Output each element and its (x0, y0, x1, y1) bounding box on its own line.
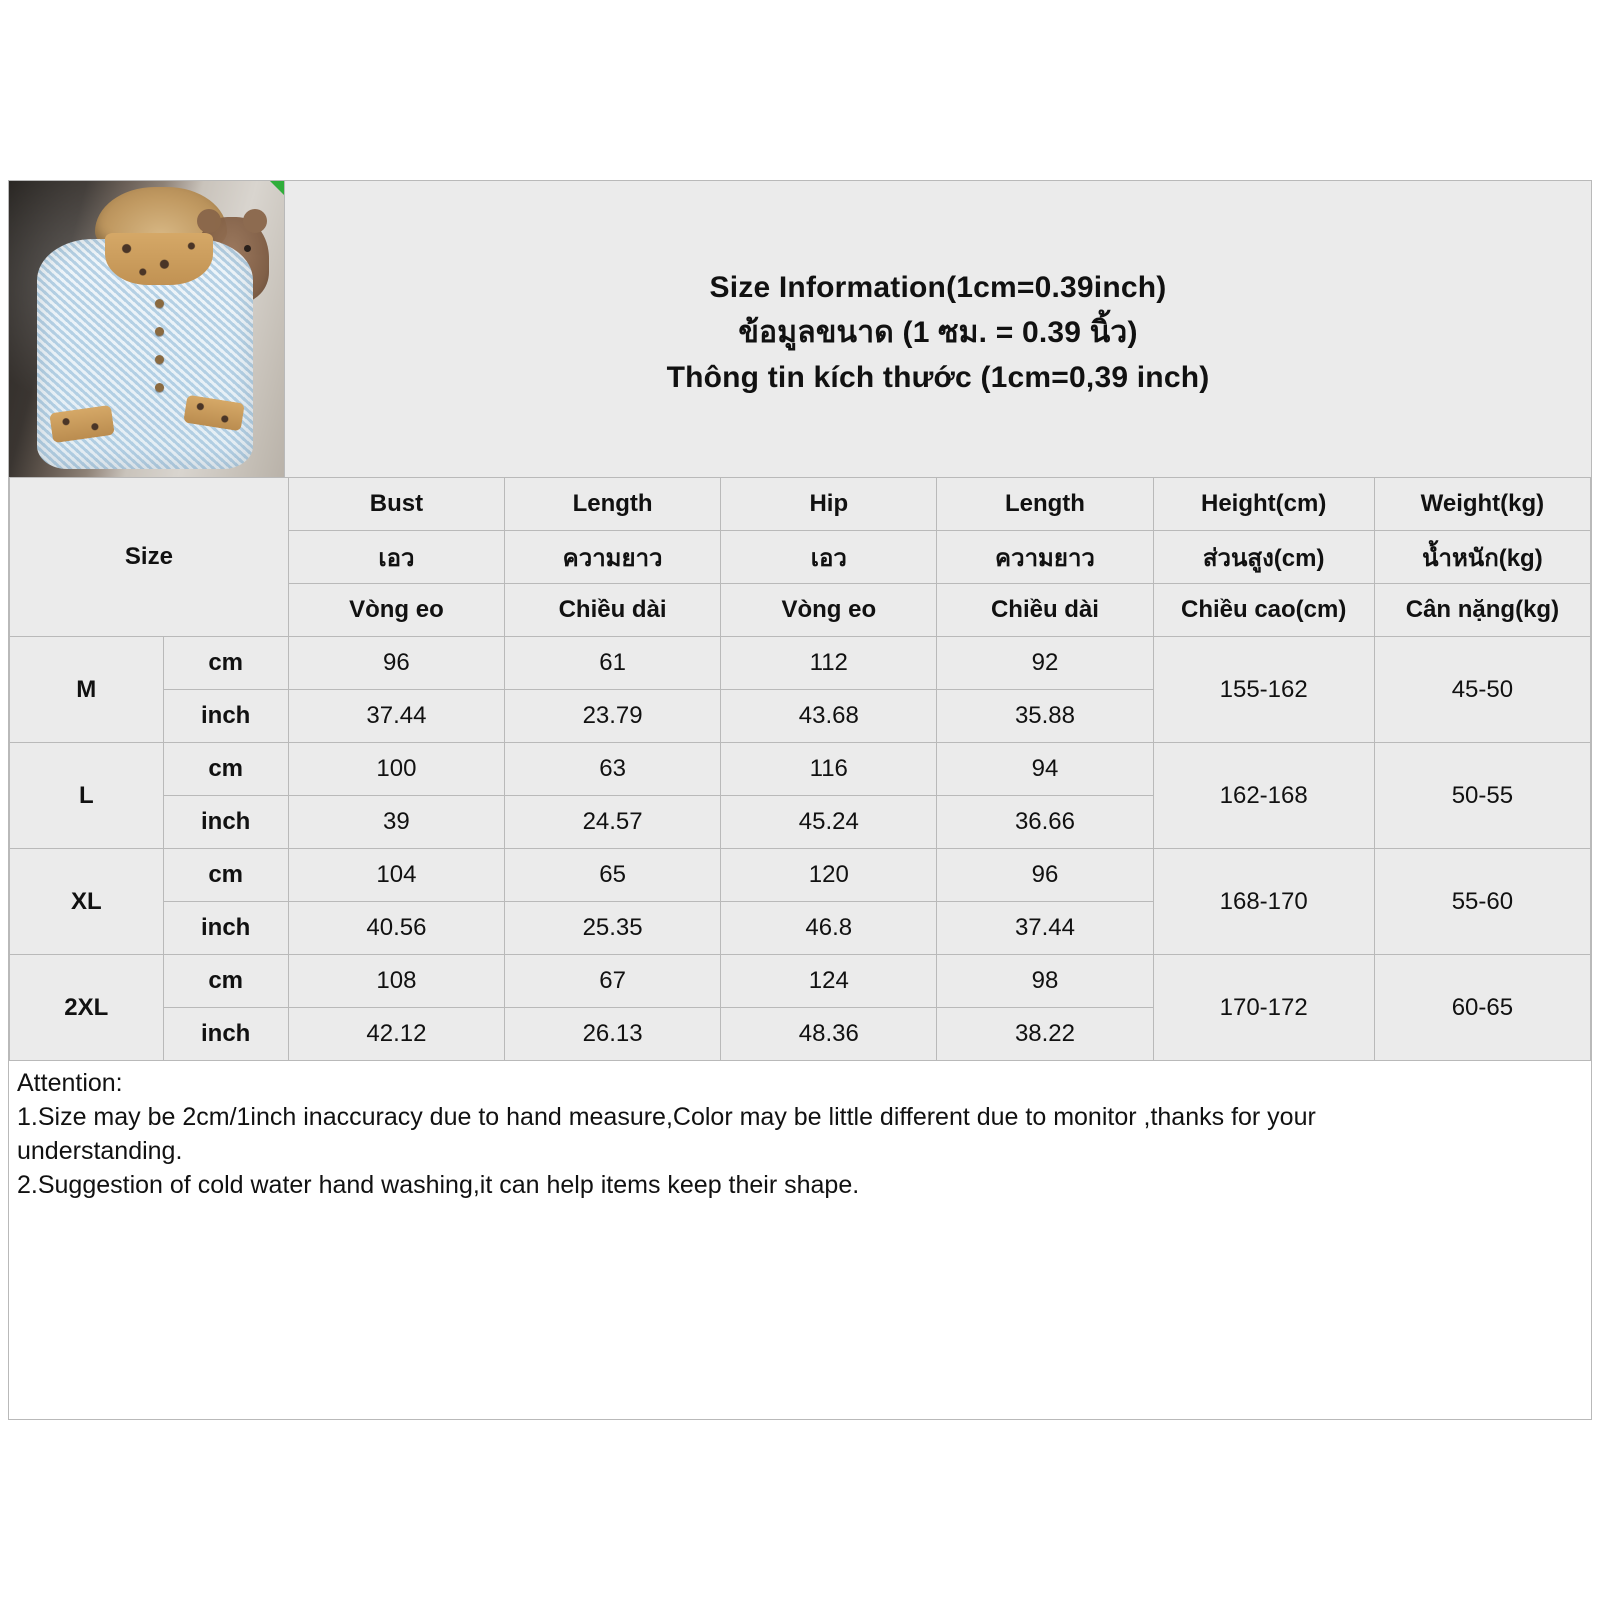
header-en-weight: Weight(kg) (1374, 478, 1590, 531)
size-word-cell: Size (10, 478, 289, 637)
size-label-2xl: 2XL (10, 955, 164, 1061)
button-3 (155, 355, 164, 364)
size-label-l: L (10, 743, 164, 849)
xl-weight: 55-60 (1374, 849, 1590, 955)
l-height: 162-168 (1153, 743, 1374, 849)
size-table (9, 477, 1591, 1061)
unit-inch-m: inch (163, 690, 288, 743)
m-inch-hip: 43.68 (721, 690, 937, 743)
attention-line-1: 1.Size may be 2cm/1inch inaccuracy due to hand measure,Color may be little different due to monitor ,thanks for your (17, 1103, 1316, 1131)
header-en-length1: Length (505, 478, 721, 531)
l-cm-bust: 100 (288, 743, 504, 796)
m-inch-bust: 37.44 (288, 690, 504, 743)
xl-inch-length1: 25.35 (505, 902, 721, 955)
table-row (10, 743, 1591, 796)
2xl-cm-length1: 67 (505, 955, 721, 1008)
header-vi-bust: Vòng eo (288, 584, 504, 637)
unit-cm-2xl: cm (163, 955, 288, 1008)
2xl-inch-hip: 48.36 (721, 1008, 937, 1061)
size-label-m: M (10, 637, 164, 743)
size-label-xl: XL (10, 849, 164, 955)
unit-inch-l: inch (163, 796, 288, 849)
header-vi-hip: Vòng eo (721, 584, 937, 637)
bear-eye-right (244, 245, 251, 252)
m-cm-hip: 112 (721, 637, 937, 690)
l-cm-length2: 94 (937, 743, 1153, 796)
unit-cm-l: cm (163, 743, 288, 796)
green-corner-marker (270, 181, 284, 195)
header-vi-length2: Chiều dài (937, 584, 1153, 637)
m-height: 155-162 (1153, 637, 1374, 743)
table-header-row-en (10, 478, 1591, 531)
l-cm-hip: 116 (721, 743, 937, 796)
xl-cm-bust: 104 (288, 849, 504, 902)
unit-inch-xl: inch (163, 902, 288, 955)
l-weight: 50-55 (1374, 743, 1590, 849)
header-en-length2: Length (937, 478, 1153, 531)
header-th-length2: ความยาว (937, 531, 1153, 584)
unit-inch-2xl: inch (163, 1008, 288, 1061)
header-row (9, 181, 1591, 477)
2xl-inch-bust: 42.12 (288, 1008, 504, 1061)
2xl-weight: 60-65 (1374, 955, 1590, 1061)
button-1 (155, 299, 164, 308)
button-4 (155, 383, 164, 392)
table-row (10, 955, 1591, 1008)
header-vi-height: Chiều cao(cm) (1153, 584, 1374, 637)
unit-cm-m: cm (163, 637, 288, 690)
l-inch-bust: 39 (288, 796, 504, 849)
2xl-cm-hip: 124 (721, 955, 937, 1008)
2xl-inch-length2: 38.22 (937, 1008, 1153, 1061)
header-th-hip: เอว (721, 531, 937, 584)
xl-height: 168-170 (1153, 849, 1374, 955)
xl-cm-length1: 65 (505, 849, 721, 902)
xl-cm-hip: 120 (721, 849, 937, 902)
header-vi-length1: Chiều dài (505, 584, 721, 637)
l-cm-length1: 63 (505, 743, 721, 796)
attention-line-1b: understanding. (17, 1137, 183, 1165)
title-line-vi: Thông tin kích thước (1cm=0,39 inch) (666, 360, 1210, 394)
header-en-hip: Hip (721, 478, 937, 531)
m-inch-length1: 23.79 (505, 690, 721, 743)
table-row (10, 849, 1591, 902)
m-cm-length1: 61 (505, 637, 721, 690)
2xl-height: 170-172 (1153, 955, 1374, 1061)
xl-inch-bust: 40.56 (288, 902, 504, 955)
header-en-height: Height(cm) (1153, 478, 1374, 531)
l-inch-length2: 36.66 (937, 796, 1153, 849)
m-weight: 45-50 (1374, 637, 1590, 743)
attention-block (9, 1061, 1591, 1201)
leopard-collar-shape (105, 233, 213, 285)
xl-inch-length2: 37.44 (937, 902, 1153, 955)
header-th-weight: น้ำหนัก(kg) (1374, 531, 1590, 584)
product-photo (9, 181, 285, 477)
button-2 (155, 327, 164, 336)
l-inch-hip: 45.24 (721, 796, 937, 849)
2xl-cm-length2: 98 (937, 955, 1153, 1008)
m-inch-length2: 35.88 (937, 690, 1153, 743)
xl-cm-length2: 96 (937, 849, 1153, 902)
attention-heading: Attention: (17, 1069, 123, 1097)
l-inch-length1: 24.57 (505, 796, 721, 849)
2xl-inch-length1: 26.13 (505, 1008, 721, 1061)
table-row (10, 637, 1591, 690)
title-block (285, 181, 1591, 477)
xl-inch-hip: 46.8 (721, 902, 937, 955)
title-line-en: Size Information(1cm=0.39inch) (709, 270, 1167, 304)
unit-cm-xl: cm (163, 849, 288, 902)
m-cm-bust: 96 (288, 637, 504, 690)
2xl-cm-bust: 108 (288, 955, 504, 1008)
header-vi-weight: Cân nặng(kg) (1374, 584, 1590, 637)
header-th-length1: ความยาว (505, 531, 721, 584)
product-photo-image (9, 181, 284, 477)
header-th-bust: เอว (288, 531, 504, 584)
title-line-th: ข้อมูลขนาด (1 ซม. = 0.39 นิ้ว) (738, 315, 1138, 349)
attention-line-2: 2.Suggestion of cold water hand washing,it can help items keep their shape. (17, 1171, 860, 1199)
m-cm-length2: 92 (937, 637, 1153, 690)
header-th-height: ส่วนสูง(cm) (1153, 531, 1374, 584)
header-en-bust: Bust (288, 478, 504, 531)
size-chart-sheet (8, 180, 1592, 1420)
